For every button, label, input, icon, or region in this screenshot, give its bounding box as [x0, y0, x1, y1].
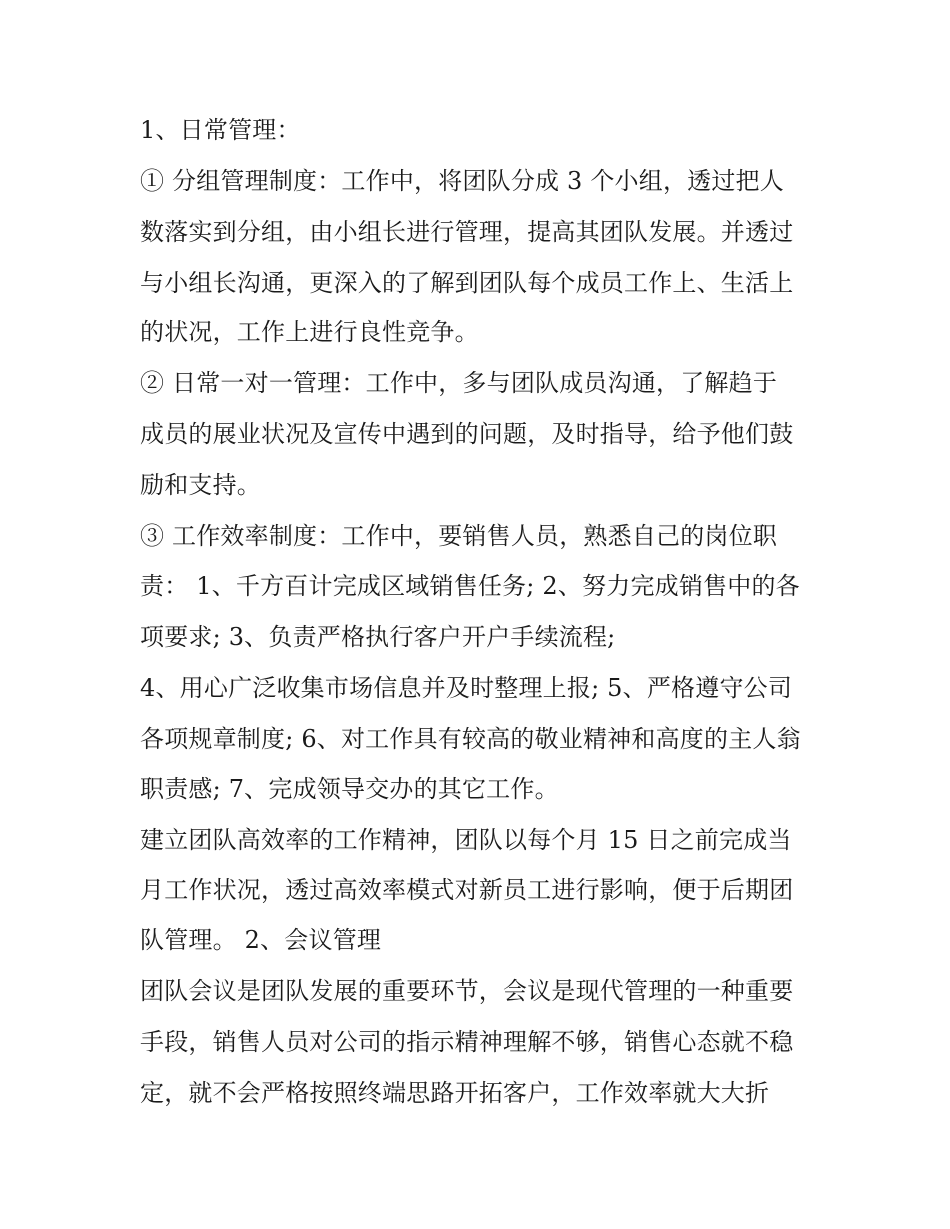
text-line: 各项规章制度; 6、对工作具有较高的敬业精神和高度的主人翁: [140, 725, 801, 753]
text-line: 定，就不会严格按照终端思路开拓客户，工作效率就大大折: [140, 1079, 770, 1107]
section-heading-daily-management: 1、日常管理：: [140, 116, 301, 144]
text-line: 项要求; 3、负责严格执行客户开户手续流程;: [140, 623, 616, 651]
text-line: ① 分组管理制度：工作中，将团队分成 3 个小组，透过把人: [140, 167, 784, 195]
text-line: ③ 工作效率制度：工作中，要销售人员，熟悉自己的岗位职: [140, 522, 778, 550]
text-line: 4、用心广泛收集市场信息并及时整理上报; 5、严格遵守公司: [140, 674, 793, 702]
text-line: 职责感; 7、完成领导交办的其它工作。: [140, 775, 559, 803]
text-line: 成员的展业状况及宣传中遇到的问题，及时指导，给予他们鼓: [140, 420, 794, 448]
text-line: ② 日常一对一管理：工作中，多与团队成员沟通，了解趋于: [140, 369, 778, 397]
text-line: 与小组长沟通，更深入的了解到团队每个成员工作上、生活上: [140, 269, 794, 297]
text-line: 的状况，工作上进行良性竞争。: [140, 318, 479, 346]
text-line: 手段，销售人员对公司的指示精神理解不够，销售心态就不稳: [140, 1028, 794, 1056]
text-line: 团队会议是团队发展的重要环节，会议是现代管理的一种重要: [140, 977, 794, 1005]
text-line: 励和支持。: [140, 471, 261, 499]
text-line: 队管理。 2、会议管理: [140, 926, 382, 954]
text-line: 责： 1、千方百计完成区域销售任务; 2、努力完成销售中的各: [140, 572, 800, 600]
text-line: 月工作状况，透过高效率模式对新员工进行影响，便于后期团: [140, 876, 794, 904]
text-line: 建立团队高效率的工作精神，团队以每个月 15 日之前完成当: [140, 826, 792, 854]
text-line: 数落实到分组，由小组长进行管理，提高其团队发展。并透过: [140, 218, 794, 246]
